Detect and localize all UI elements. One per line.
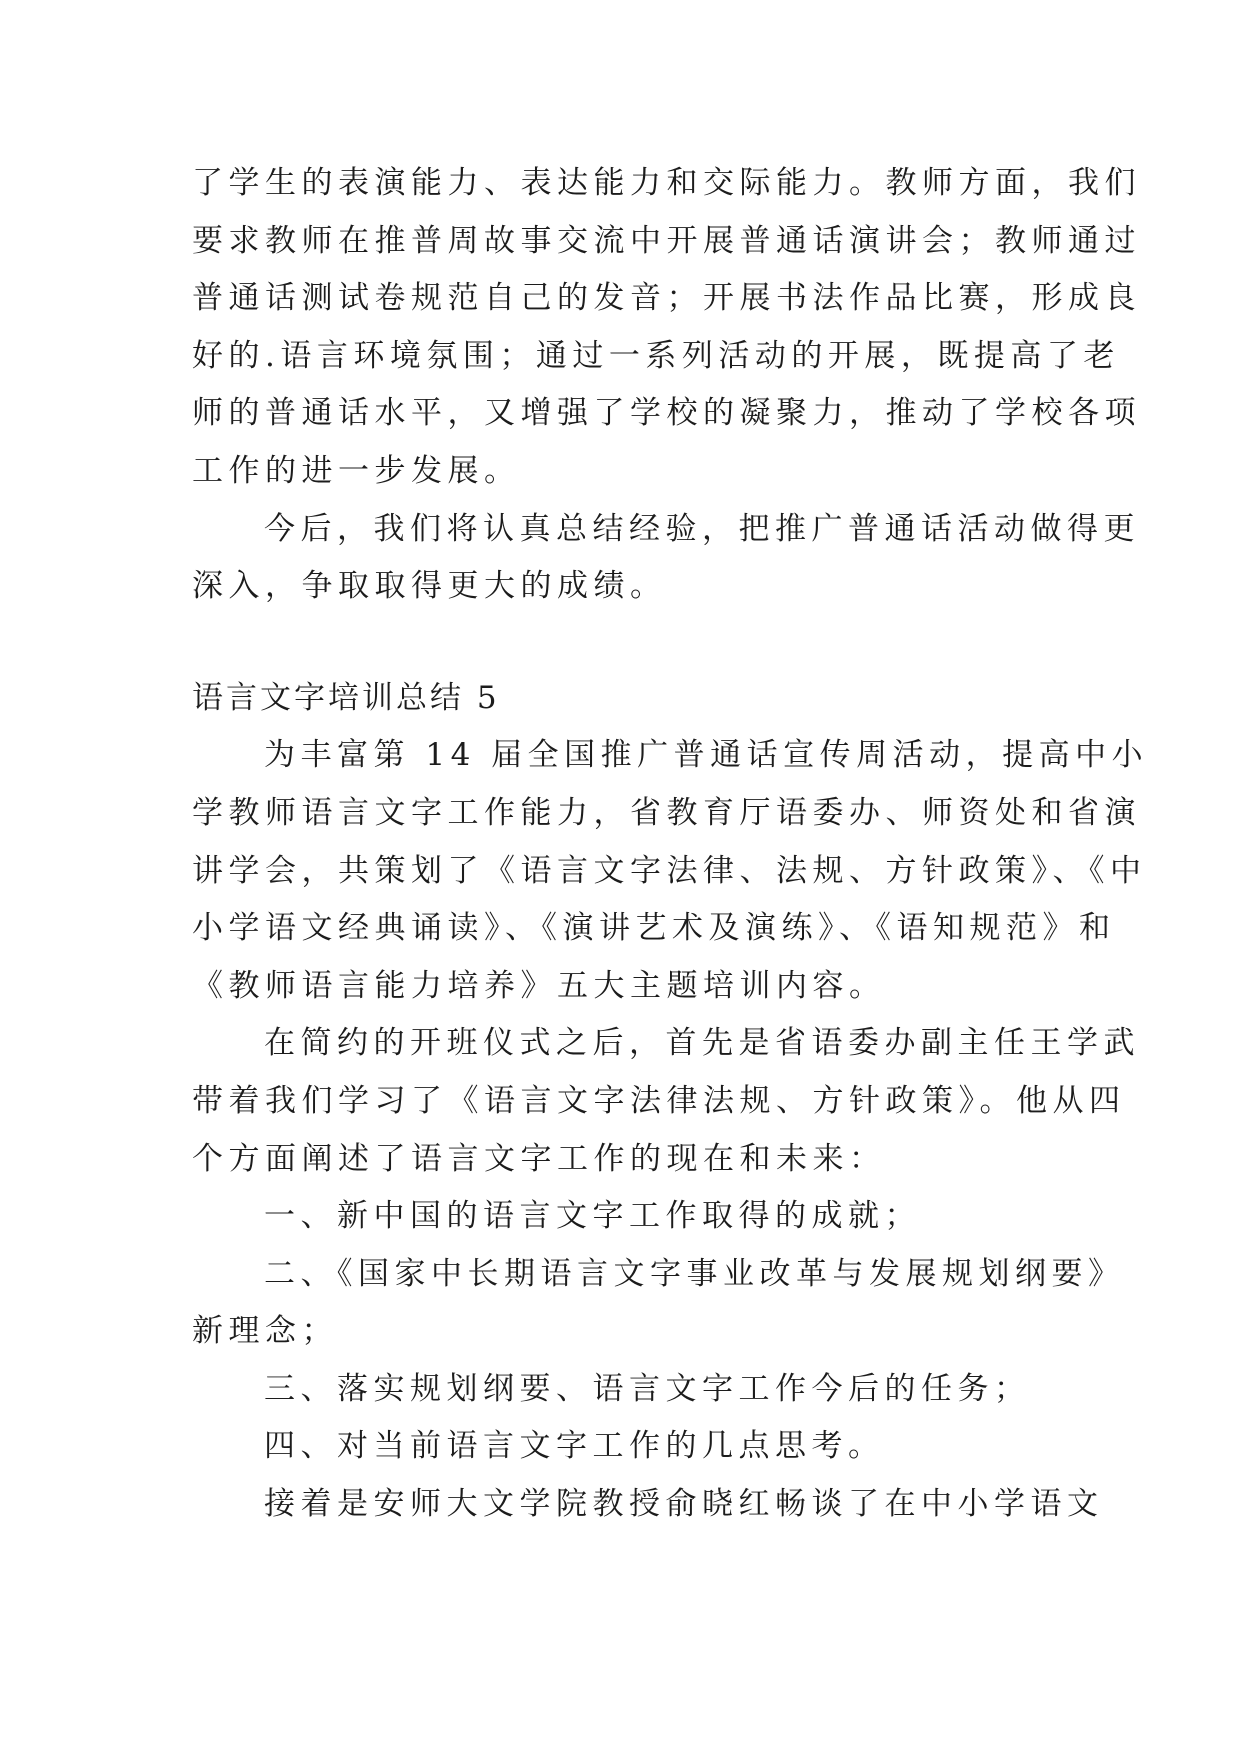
section-title: 语言文字培训总结 5 xyxy=(192,679,500,716)
text-line: 为丰富第 14 届全国推广普通话宣传周活动，提高中小 xyxy=(264,737,1149,774)
list-item-2 xyxy=(192,1246,1125,1361)
paragraph-opening-ceremony xyxy=(192,1015,1140,1188)
text-line: 讲学会，共策划了《语言文字法律、法规、方针政策》、《中 xyxy=(192,852,1147,889)
text-line: 师的普通话水平，又增强了学校的凝聚力，推动了学校各项 xyxy=(192,395,1141,432)
list-item-3: 三、落实规划纲要、语言文字工作今后的任务； xyxy=(264,1370,1031,1407)
document-body xyxy=(192,155,1149,1534)
paragraph-teachers-activities xyxy=(192,155,1141,501)
text-line: 深入，争取取得更大的成绩。 xyxy=(192,568,667,605)
text-line: 带着我们学习了《语言文字法律法规、方针政策》。他从四 xyxy=(192,1082,1126,1119)
text-line: 普通话测试卷规范自己的发音；开展书法作品比赛，形成良 xyxy=(192,280,1141,317)
paragraph-future-plans xyxy=(192,501,1140,616)
text-line: 要求教师在推普周故事交流中开展普通话演讲会；教师通过 xyxy=(192,222,1141,259)
text-line: 工作的进一步发展。 xyxy=(192,452,521,489)
paragraph-next-speaker: 接着是安师大文学院教授俞晓红畅谈了在中小学语文 xyxy=(264,1486,1104,1523)
text-line: 好的.语言环境氛围；通过一系列活动的开展，既提高了老 xyxy=(192,337,1120,374)
text-line: 个方面阐述了语言文字工作的现在和未来： xyxy=(192,1140,886,1177)
text-line: 了学生的表演能力、表达能力和交际能力。教师方面，我们 xyxy=(192,165,1141,201)
text-line: 小学语文经典诵读》、《演讲艺术及演练》、《语知规范》和 xyxy=(192,910,1116,947)
text-line: 在简约的开班仪式之后，首先是省语委办副主任王学武 xyxy=(264,1025,1140,1062)
text-line: 二、《国家中长期语言文字事业改革与发展规划纲要》 xyxy=(264,1255,1125,1292)
text-line: 今后，我们将认真总结经验，把推广普通话活动做得更 xyxy=(264,510,1140,547)
text-line: 学教师语言文字工作能力，省教育厅语委办、师资处和省演 xyxy=(192,794,1141,831)
paragraph-training-overview xyxy=(192,727,1149,1015)
list-item-1: 一、新中国的语言文字工作取得的成就； xyxy=(264,1198,921,1235)
text-line: 新理念； xyxy=(192,1313,338,1350)
list-item-4: 四、对当前语言文字工作的几点思考。 xyxy=(264,1428,885,1465)
text-line: 《教师语言能力培养》五大主题培训内容。 xyxy=(192,967,886,1004)
section-spacer xyxy=(192,616,1052,670)
